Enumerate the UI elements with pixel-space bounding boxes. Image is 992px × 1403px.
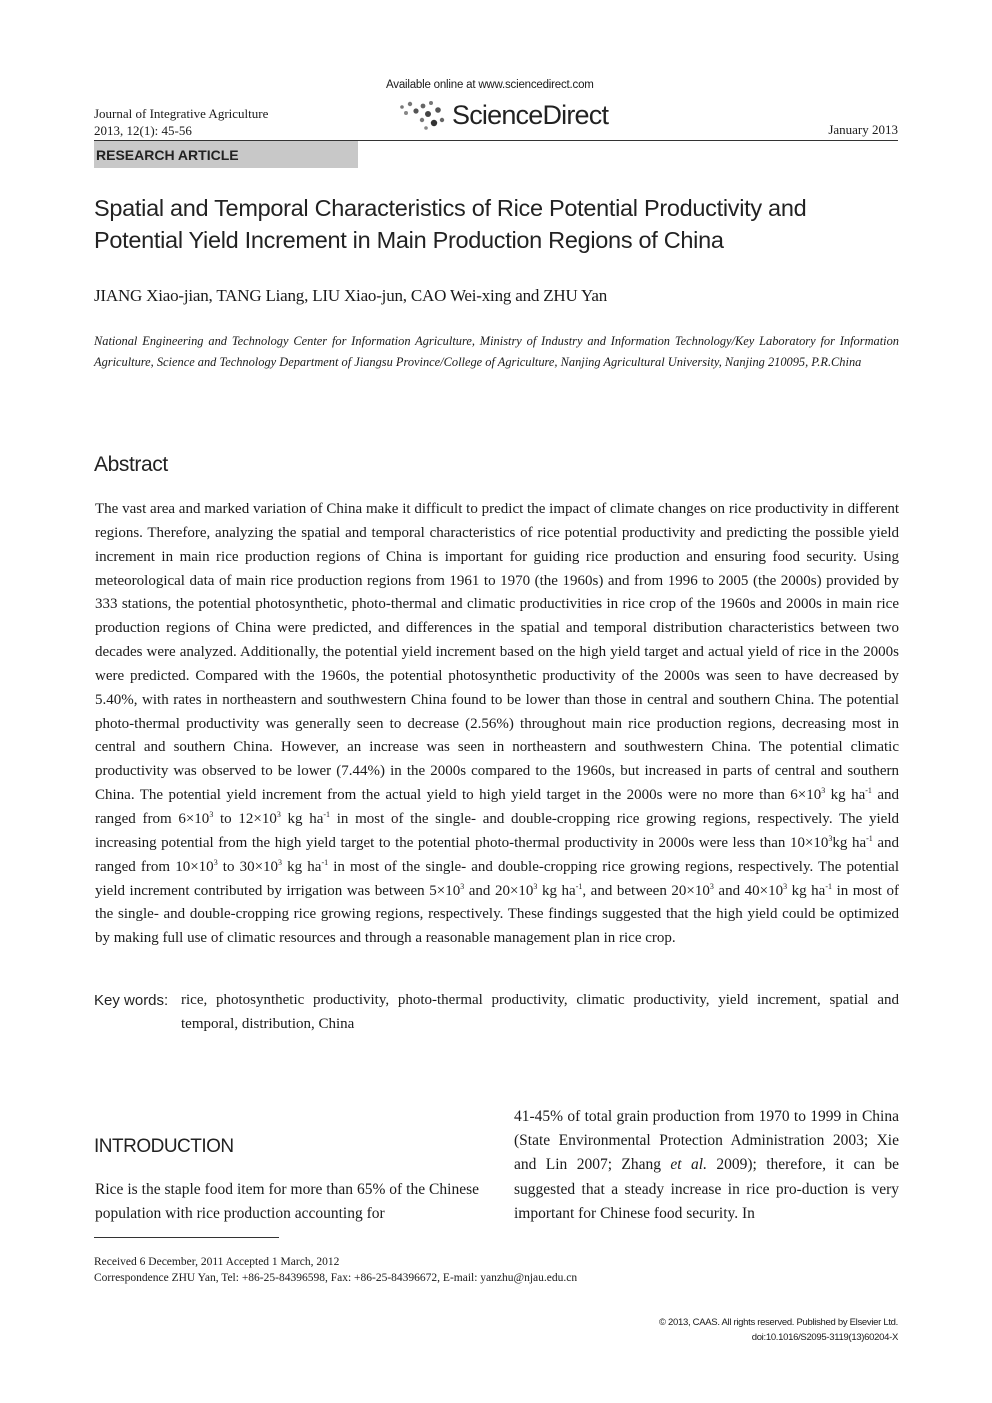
author-list: JIANG Xiao-jian, TANG Liang, LIU Xiao-jun, CAO Wei-xing and ZHU Yan <box>94 286 608 305</box>
sciencedirect-dots-icon <box>396 98 448 132</box>
title-line-2: Potential Yield Increment in Main Production Regions of China <box>94 227 724 253</box>
abstract-heading: Abstract <box>94 453 168 476</box>
journal-issue: 2013, 12(1): 45-56 <box>94 123 192 138</box>
available-online-text[interactable]: Available online at www.sciencedirect.com <box>386 79 594 91</box>
copyright-block <box>659 1315 898 1345</box>
footnotes <box>94 1254 577 1286</box>
sciencedirect-wordmark: ScienceDirect <box>452 100 609 130</box>
footnote-divider <box>94 1237 279 1238</box>
author-affiliation: National Engineering and Technology Center for Information Agriculture, Ministry of Industry and Information Technology/Key Laboratory for Information Agriculture, Science and Technology Department of Jiangsu Province/College of Agriculture, Nanjing Agricultural University, Nanjing 210095, P.R.China <box>94 334 899 369</box>
correspondence: Correspondence ZHU Yan, Tel: +86-25-84396598, Fax: +86-25-84396672, E-mail: yanzhu@njau.edu.cn <box>94 1272 578 1284</box>
article-title <box>94 192 904 256</box>
doi[interactable]: doi:10.1016/S2095-3119(13)60204-X <box>751 1332 898 1343</box>
copyright-notice: © 2013, CAAS. All rights reserved. Published by Elsevier Ltd. <box>659 1317 898 1328</box>
introduction-heading: INTRODUCTION <box>94 1136 234 1157</box>
keywords <box>94 989 899 1037</box>
introduction-right-column: 41-45% of total grain production from 1970 to 1999 in China (State Environmental Protection Administration 2003; Xie and Lin 2007; Zhang et al. 2009); therefore, it can be suggested that a steady increase in rice pro-duction is very important for Chinese food security. In <box>514 1108 899 1222</box>
received-dates: Received 6 December, 2011 Accepted 1 March, 2012 <box>94 1256 340 1268</box>
article-type-banner: RESEARCH ARTICLE <box>94 141 358 168</box>
issue-date: January 2013 <box>828 122 898 137</box>
keywords-text: rice, photosynthetic productivity, photo-thermal productivity, climatic productivity, yield increment, spatial and temporal, distribution, China <box>181 992 899 1032</box>
journal-name: Journal of Integrative Agriculture <box>94 106 269 121</box>
journal-info <box>94 105 268 139</box>
title-line-1: Spatial and Temporal Characteristics of Rice Potential Productivity and <box>94 195 807 221</box>
keywords-label: Key words: <box>94 992 169 1009</box>
sciencedirect-logo <box>380 94 640 134</box>
sciencedirect-block <box>380 79 640 134</box>
abstract-text: The vast area and marked variation of China make it difficult to predict the impact of climate changes on rice productivity in different regions. Therefore, analyzing the spatial and temporal characteristics of rice potential productivity and predicting the possible yield increment in main rice production regions of China is important for guiding rice production and ensuring food security. Using meteorological data of main rice production regions from 1961 to 1970 (the 1960s) and from 1996 to 2005 (the 2000s) provided by 333 stations, the potential photosynthetic, photo-thermal and climatic productivities in rice crop of the 1960s and 2000s in main rice production regions of China were predicted, and differences in the spatial and temporal distribution characteristics between two decades were analyzed. Additionally, the potential yield increment based on the high yield target and actual yield of rice in the 2000s were predicted. Compared with the 1960s, the potential photosynthetic productivity of the 2000s was seen to have decreased by 5.40%, with rates in northeastern and southwestern China found to be lower than those in central and southern China. The potential photo-thermal productivity was generally seen to decrease (2.56%) throughout main rice production regions, decreasing most in central and southern China. However, an increase was seen in northeastern and southwestern China. The potential climatic productivity was observed to be lower (7.44%) in the 2000s compared to the 1960s, but increased in parts of central and southern China. The potential yield increment from the actual yield to high yield target in the 2000s were no more than $6\times 10^3$ kg $ha^{-1}$ and ranged from $6\times 10^3$ to $12\times 10^3$ kg $ha^{-1}$ in most of the single- and double-cropping rice growing regions, respectively. The yield increasing potential from the high yield target to the potential photo-thermal productivity in 2000s were less than $10\times 10^3kg$ $ha^{-1}$ and ranged from $10\times 10^3$ to $30\times 10^3$ kg $ha^{-1}$ in most of the single- and double-cropping rice growing regions, respectively. The potential yield increment contributed by irrigation was between $5\times 10^3$ and $20\times 10^3$ kg $ha^{-1}$, and between $20\times 10^3$ and $40\times 10^3$ kg $ha^{-1}$ in most of the single- and double-cropping rice growing regions, respectively. These findings suggested that the high yield could be optimized by making full use of climatic resources and through a reasonable management plan in rice crop. <box>95 501 900 947</box>
introduction-left-column: Rice is the staple food item for more than 65% of the Chinese population with rice production accounting for <box>95 1181 479 1223</box>
